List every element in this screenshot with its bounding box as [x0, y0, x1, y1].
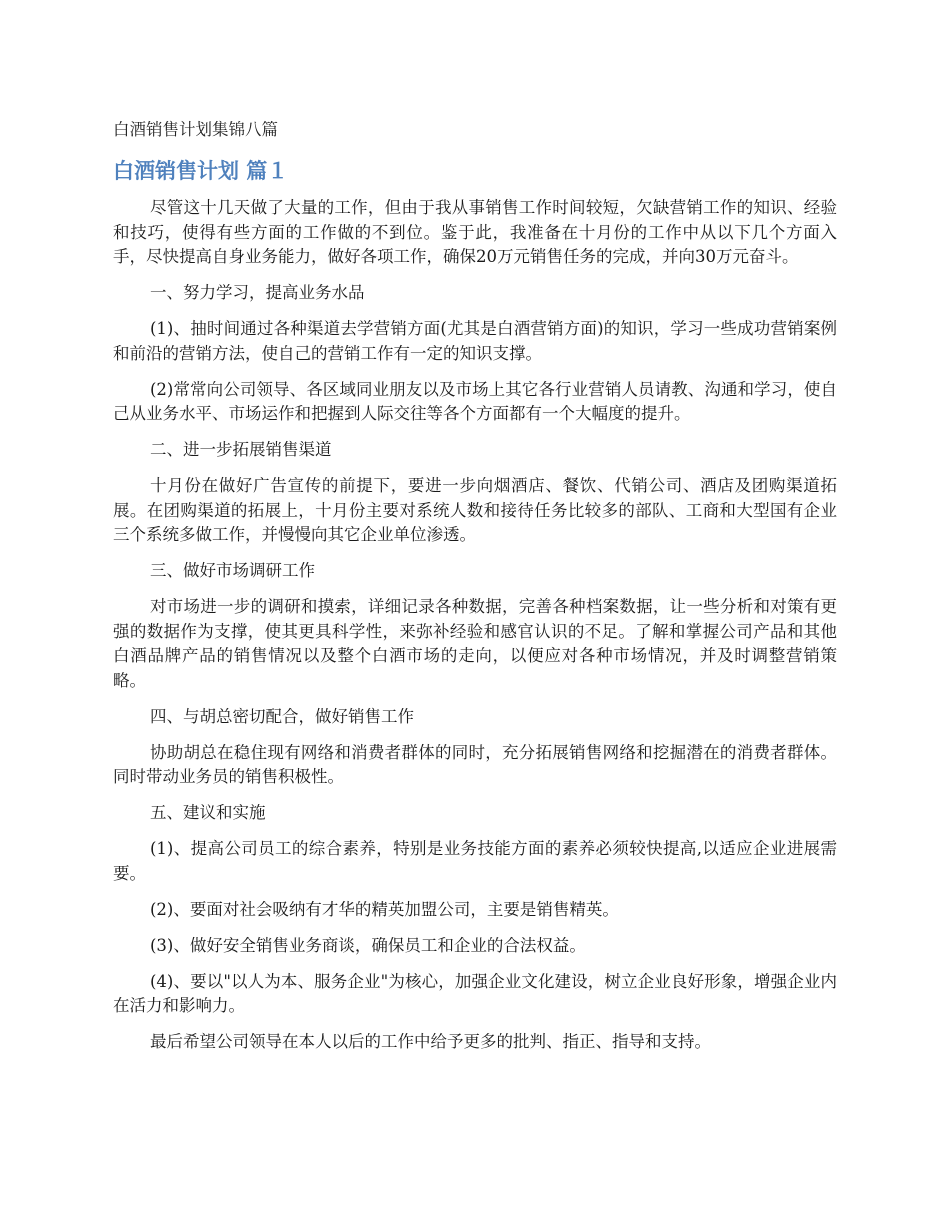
document-title: 白酒销售计划集锦八篇	[113, 120, 278, 139]
sub-item-1-1: (1)、抽时间通过各种渠道去学营销方面(尤其是白酒营销方面)的知识，学习一些成功营销案例和前沿的营销方法，使自己的营销工作有一定的知识支撑。	[113, 319, 837, 363]
sub-item-5-4: (4)、要以"以人为本、服务企业"为核心，加强企业文化建设，树立企业良好形象，增强企业内在活力和影响力。	[113, 971, 837, 1015]
sub-item-5-2: (2)、要面对社会吸纳有才华的精英加盟公司，主要是销售精英。	[150, 899, 619, 919]
section-heading: 白酒销售计划 篇１	[113, 159, 289, 183]
item-heading-4: 四、与胡总密切配合，做好销售工作	[150, 706, 414, 726]
item-body-3: 对市场进一步的调研和摸索，详细记录各种数据，完善各种档案数据，让一些分析和对策有更强的数据作为支撑，使其更具科学性，来弥补经验和感官认识的不足。了解和掌握公司产品和其他白酒品牌产品的销售情况以及整个白酒市场的走向，以便应对各种市场情况，并及时调整营销策略。	[113, 597, 837, 690]
item-heading-1: 一、努力学习，提高业务水品	[150, 283, 365, 302]
intro-paragraph: 尽管这十几天做了大量的工作，但由于我从事销售工作时间较短，欠缺营销工作的知识、经验和技巧，使得有些方面的工作做的不到位。鉴于此，我准备在十月份的工作中从以下几个方面入手，尽快提高自身业务能力，做好各项工作，确保20万元销售任务的完成，并向30万元奋斗。	[113, 198, 837, 266]
sub-item-1-2: (2)常常向公司领导、各区域同业朋友以及市场上其它各行业营销人员请教、沟通和学习，使自己从业务水平、市场运作和把握到人际交往等各个方面都有一个大幅度的提升。	[113, 379, 837, 423]
item-body-2: 十月份在做好广告宣传的前提下，要进一步向烟酒店、餐饮、代销公司、酒店及团购渠道拓展。在团购渠道的拓展上，十月份主要对系统人数和接待任务比较多的部队、工商和大型国有企业三个系统多做工作，并慢慢向其它企业单位渗透。	[113, 476, 837, 544]
item-heading-5: 五、建议和实施	[150, 803, 266, 822]
item-body-4: 协助胡总在稳住现有网络和消费者群体的同时，充分拓展销售网络和挖掘潜在的消费者群体。同时带动业务员的销售积极性。	[113, 742, 837, 786]
document-page	[113, 118, 837, 1066]
sub-item-5-1: (1)、提高公司员工的综合素养，特别是业务技能方面的素养必须较快提高,以适应企业进展需要。	[113, 839, 837, 883]
item-heading-2: 二、进一步拓展销售渠道	[150, 440, 332, 459]
item-heading-3: 三、做好市场调研工作	[150, 561, 315, 580]
closing-paragraph: 最后希望公司领导在本人以后的工作中给予更多的批判、指正、指导和支持。	[150, 1032, 711, 1051]
sub-item-5-3: (3)、做好安全销售业务商谈，确保员工和企业的合法权益。	[150, 935, 586, 955]
